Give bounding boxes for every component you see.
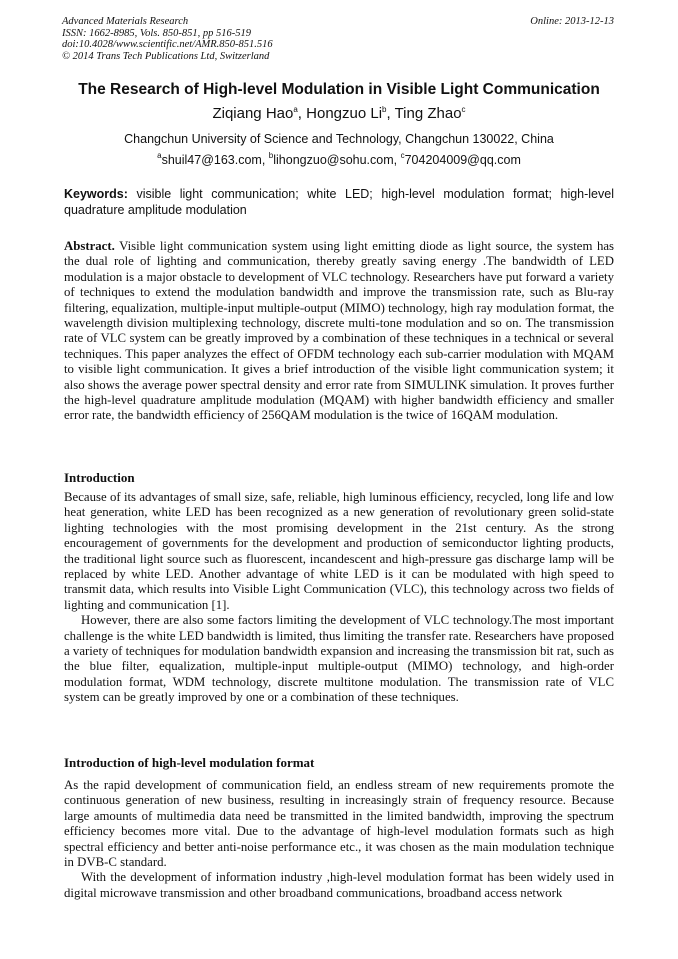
journal-name: Advanced Materials Research bbox=[62, 16, 189, 27]
author: Hongzuo Li$^b$, bbox=[306, 105, 395, 122]
paragraph: However, there are also some factors limiting the development of VLC technology.The most important challenge is the white LED bandwidth is limited, thus limiting the transfer rate. Researchers have proposed a variety of techniques for modulation bandwidth expansion and increasing the transmission bit rat, such as the blue filter, equalization, multiple-input multiple-output (MIMO) technology, and high-order modulation format, WDM technology, discrete multitone modulation. The transmission rate of VLC system can be greatly improved by one or a combination of these techniques. bbox=[64, 613, 614, 705]
keywords-text: visible light communication; white LED; high-level modulation format; high-level quadrature amplitude modulation bbox=[64, 187, 614, 217]
email: $^b$lihongzuo@sohu.com, bbox=[268, 151, 401, 167]
section-heading: Introduction of high-level modulation format bbox=[64, 755, 315, 770]
online-date: Online: 2013-12-13 bbox=[530, 16, 614, 27]
section-body bbox=[64, 490, 614, 706]
author: Ziqiang Hao$^a$, bbox=[212, 105, 307, 122]
email: $^a$shuil47@163.com, bbox=[157, 151, 269, 167]
paragraph: As the rapid development of communication field, an endless stream of new requirements promote the continuous generation of new business, resulting in increasingly strain of frequency resource. Because large amounts of multimedia data need be transmitted in the limited bandwidth, improving the spectrum efficiency becomes more vital. Due to the advantage of high-level modulation formats such as high spectral efficiency and better anti-noise performance etc., it was chosen as the main modulation technique in DVB-C standard. bbox=[64, 778, 614, 870]
paragraph: With the development of information industry ,high-level modulation format has been widely used in digital microwave transmission and other broadband communications, broadband access network bbox=[64, 870, 614, 900]
abstract bbox=[64, 239, 614, 424]
author: Ting Zhao$^c$ bbox=[394, 105, 466, 122]
paragraph: Because of its advantages of small size, safe, reliable, high luminous efficiency, recycled, long life and low heat generation, white LED has been recognized as a new generation of revolutionary green solid-state lighting technologies with the most promising development in the 21st century. As the strong encouragement of governments for the development and production of semiconductor lighting products, the traditional light source such as fluorescent, incandescent and high-pressure gas discharge lamp will be replaced by white LED. Another advantage of white LED is it can be modulated with high speed to transmit data, which results into Visible Light Communication (VLC), this technology across two fields of lighting and communication [1]. bbox=[64, 490, 614, 612]
email-list bbox=[0, 153, 678, 167]
doi-line: doi:10.4028/www.scientific.net/AMR.850-851.516 bbox=[62, 39, 273, 50]
running-header bbox=[62, 16, 614, 62]
author-list bbox=[0, 105, 678, 122]
keywords bbox=[64, 187, 614, 218]
affiliation: Changchun University of Science and Technology, Changchun 130022, China bbox=[124, 132, 554, 146]
copyright-line: © 2014 Trans Tech Publications Ltd, Switzerland bbox=[62, 50, 270, 62]
section-heading: Introduction bbox=[64, 470, 135, 485]
keywords-label: Keywords: bbox=[64, 187, 128, 201]
email: $^c$704204009@qq.com bbox=[400, 151, 521, 167]
abstract-text: Visible light communication system using light emitting diode as light source, the system has the dual role of lighting and communication, thereby greatly saving energy .The bandwidth of LED modulation is a major obstacle to development of VLC technology. Researchers have put forward a variety of techniques to extend the modulation bandwidth and improve the transmission rate, such as Blu-ray filtering, equalization, multiple-input multiple-output (MIMO) technology, high ray modulation format, the wavelength division multiplexing technology, discrete multi-tone modulation and so on. The transmission rate of VLC system can be greatly improved by a combination of these techniques in a technical or several techniques. This paper analyzes the effect of OFDM technology each sub-carrier modulation with MQAM to visible light communication. It gives a brief introduction of the visible light communication system; it also shows the average power spectral density and error rate from SIMULINK simulation. It proves further the high-level quadrature amplitude modulation (MQAM) with higher bandwidth efficiency and smaller error rate, the bandwidth efficiency of 256QAM modulation is the twice of 16QAM modulation. bbox=[64, 239, 615, 423]
section-body bbox=[64, 778, 614, 901]
paper-title: The Research of High-level Modulation in Visible Light Communication bbox=[78, 81, 600, 98]
abstract-label: Abstract. bbox=[64, 239, 115, 253]
issn-line: ISSN: 1662-8985, Vols. 850-851, pp 516-519 bbox=[62, 27, 251, 39]
